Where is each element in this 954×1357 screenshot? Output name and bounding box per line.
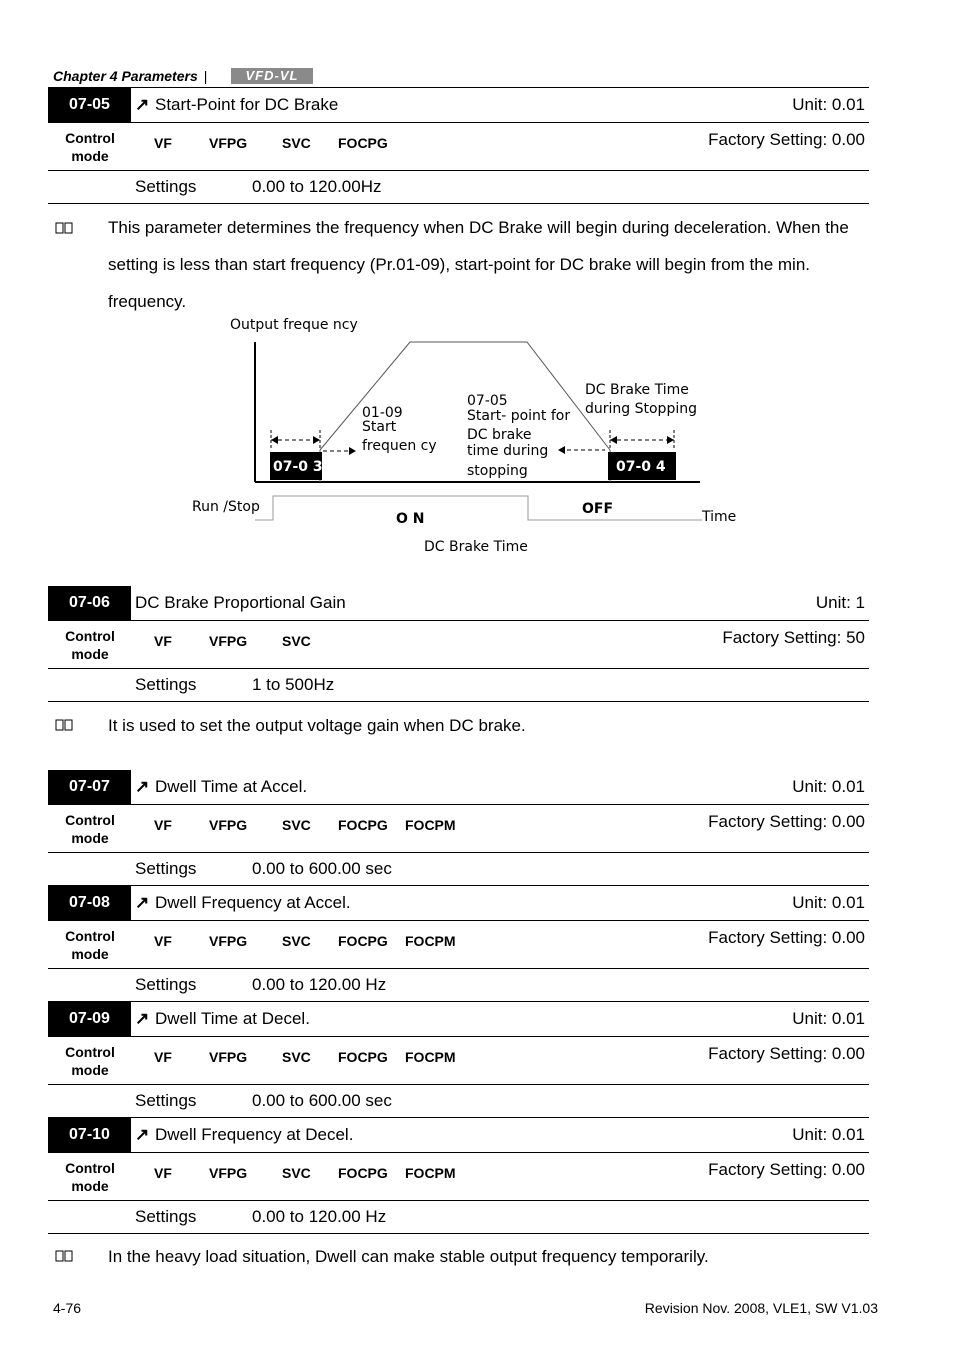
settings-value: 0.00 to 600.00 sec (252, 859, 392, 878)
writable-icon: ↗ (135, 777, 150, 796)
param-code: 07-05 (48, 88, 131, 122)
on-label: O N (396, 511, 425, 527)
param-unit: Unit: 0.01 (792, 95, 865, 114)
box-0704-label: 07-0 4 (616, 459, 666, 475)
settings-label: Settings (135, 177, 197, 196)
chapter-title: Chapter 4 Parameters (53, 68, 198, 84)
control-modes: VF VFPG SVC FOCPG FOCPM (154, 817, 456, 833)
vfd-vl-logo: VFD-VL (231, 68, 313, 84)
param-block-07-07 (48, 770, 869, 886)
param-code: 07-08 (48, 886, 131, 920)
p0109-line2: frequen cy (362, 438, 437, 454)
revision-info: Revision Nov. 2008, VLE1, SW V1.03 (644, 1300, 878, 1316)
p0705-line1: Start- point for (467, 408, 571, 424)
box-0703-label: 07-0 3 (273, 459, 323, 475)
p0109-line1: Start (362, 419, 397, 435)
settings-label: Settings (135, 1207, 197, 1226)
p0705-line4: stopping (467, 463, 528, 479)
book-icon (55, 222, 73, 234)
param-code: 07-06 (48, 586, 131, 620)
run-stop-label: Run /Stop (192, 499, 260, 515)
factory-setting: Factory Setting: 0.00 (708, 1160, 865, 1179)
factory-setting: Factory Setting: 0.00 (708, 130, 865, 149)
dc-brake-label-line1: DC Brake Time (585, 382, 689, 398)
settings-label: Settings (135, 975, 197, 994)
dc-brake-timing-diagram (180, 310, 760, 560)
control-mode-label: Control mode (65, 1160, 115, 1194)
p0705-line2: DC brake (467, 427, 532, 443)
off-label: OFF (582, 501, 614, 517)
p0109-code: 01-09 (362, 405, 403, 421)
p0705-code: 07-05 (467, 393, 508, 409)
settings-label: Settings (135, 675, 197, 694)
param-code: 07-10 (48, 1118, 131, 1152)
param-title: ↗ Dwell Frequency at Accel. (135, 886, 351, 920)
settings-label: Settings (135, 859, 197, 878)
settings-value: 1 to 500Hz (252, 675, 335, 694)
diagram-caption: DC Brake Time (424, 539, 528, 555)
param-block-07-09 (48, 1002, 869, 1118)
param-title: ↗ Dwell Time at Accel. (135, 770, 307, 804)
header-separator: | (203, 68, 208, 84)
control-modes: VF VFPG SVC FOCPG FOCPM (154, 1049, 456, 1065)
param-title: DC Brake Proportional Gain (135, 593, 346, 612)
param-unit: Unit: 1 (815, 593, 865, 612)
param-code: 07-07 (48, 770, 131, 804)
control-mode-label: Control mode (65, 130, 115, 164)
output-frequency-label: Output freque ncy (230, 317, 358, 333)
control-modes: VF VFPG SVC FOCPG (154, 135, 388, 151)
factory-setting: Factory Setting: 50 (722, 628, 865, 647)
settings-value: 0.00 to 600.00 sec (252, 1091, 392, 1110)
param-title: ↗ Start-Point for DC Brake (135, 88, 338, 122)
settings-label: Settings (135, 1091, 197, 1110)
param-unit: Unit: 0.01 (792, 777, 865, 796)
writable-icon: ↗ (135, 893, 150, 912)
control-modes: VF VFPG SVC FOCPG FOCPM (154, 1165, 456, 1181)
param-unit: Unit: 0.01 (792, 1009, 865, 1028)
note-paragraph: This parameter determines the frequency when DC Brake will begin during deceleration. When the setting is less than start frequency (Pr.01-09), start-point for DC brake will begin from the min. frequency. (108, 218, 849, 311)
dc-brake-label-line2: during Stopping (585, 401, 697, 417)
book-icon (55, 719, 73, 731)
param-code: 07-09 (48, 1002, 131, 1036)
note-paragraph: It is used to set the output voltage gain when DC brake. (108, 716, 526, 735)
settings-value: 0.00 to 120.00Hz (252, 177, 382, 196)
factory-setting: Factory Setting: 0.00 (708, 812, 865, 831)
param-title: ↗ Dwell Frequency at Decel. (135, 1118, 353, 1152)
control-mode-label: Control mode (65, 812, 115, 846)
control-mode-label: Control mode (65, 628, 115, 662)
control-modes: VF VFPG SVC FOCPG FOCPM (154, 933, 456, 949)
writable-icon: ↗ (135, 1125, 150, 1144)
writable-icon: ↗ (135, 95, 150, 114)
factory-setting: Factory Setting: 0.00 (708, 1044, 865, 1063)
param-unit: Unit: 0.01 (792, 1125, 865, 1144)
param-title: ↗ Dwell Time at Decel. (135, 1002, 310, 1036)
param-block-07-08 (48, 886, 869, 1002)
time-label: Time (702, 509, 737, 525)
settings-value: 0.00 to 120.00 Hz (252, 1207, 387, 1226)
page-number: 4-76 (53, 1300, 82, 1316)
note-paragraph: In the heavy load situation, Dwell can make stable output frequency temporarily. (108, 1247, 709, 1266)
arrowhead (349, 447, 356, 455)
control-mode-label: Control mode (65, 1044, 115, 1078)
param-block-07-06 (48, 586, 869, 702)
settings-value: 0.00 to 120.00 Hz (252, 975, 387, 994)
arrowhead (558, 446, 565, 454)
param-unit: Unit: 0.01 (792, 893, 865, 912)
chapter-header (53, 68, 207, 84)
control-modes: VF VFPG SVC (154, 633, 311, 649)
book-icon (55, 1250, 73, 1262)
param-block-07-05 (48, 88, 869, 204)
p0705-line3: time during (467, 443, 549, 459)
control-mode-label: Control mode (65, 928, 115, 962)
run-stop-signal (255, 496, 702, 520)
writable-icon: ↗ (135, 1009, 150, 1028)
factory-setting: Factory Setting: 0.00 (708, 928, 865, 947)
param-block-07-10 (48, 1118, 869, 1234)
